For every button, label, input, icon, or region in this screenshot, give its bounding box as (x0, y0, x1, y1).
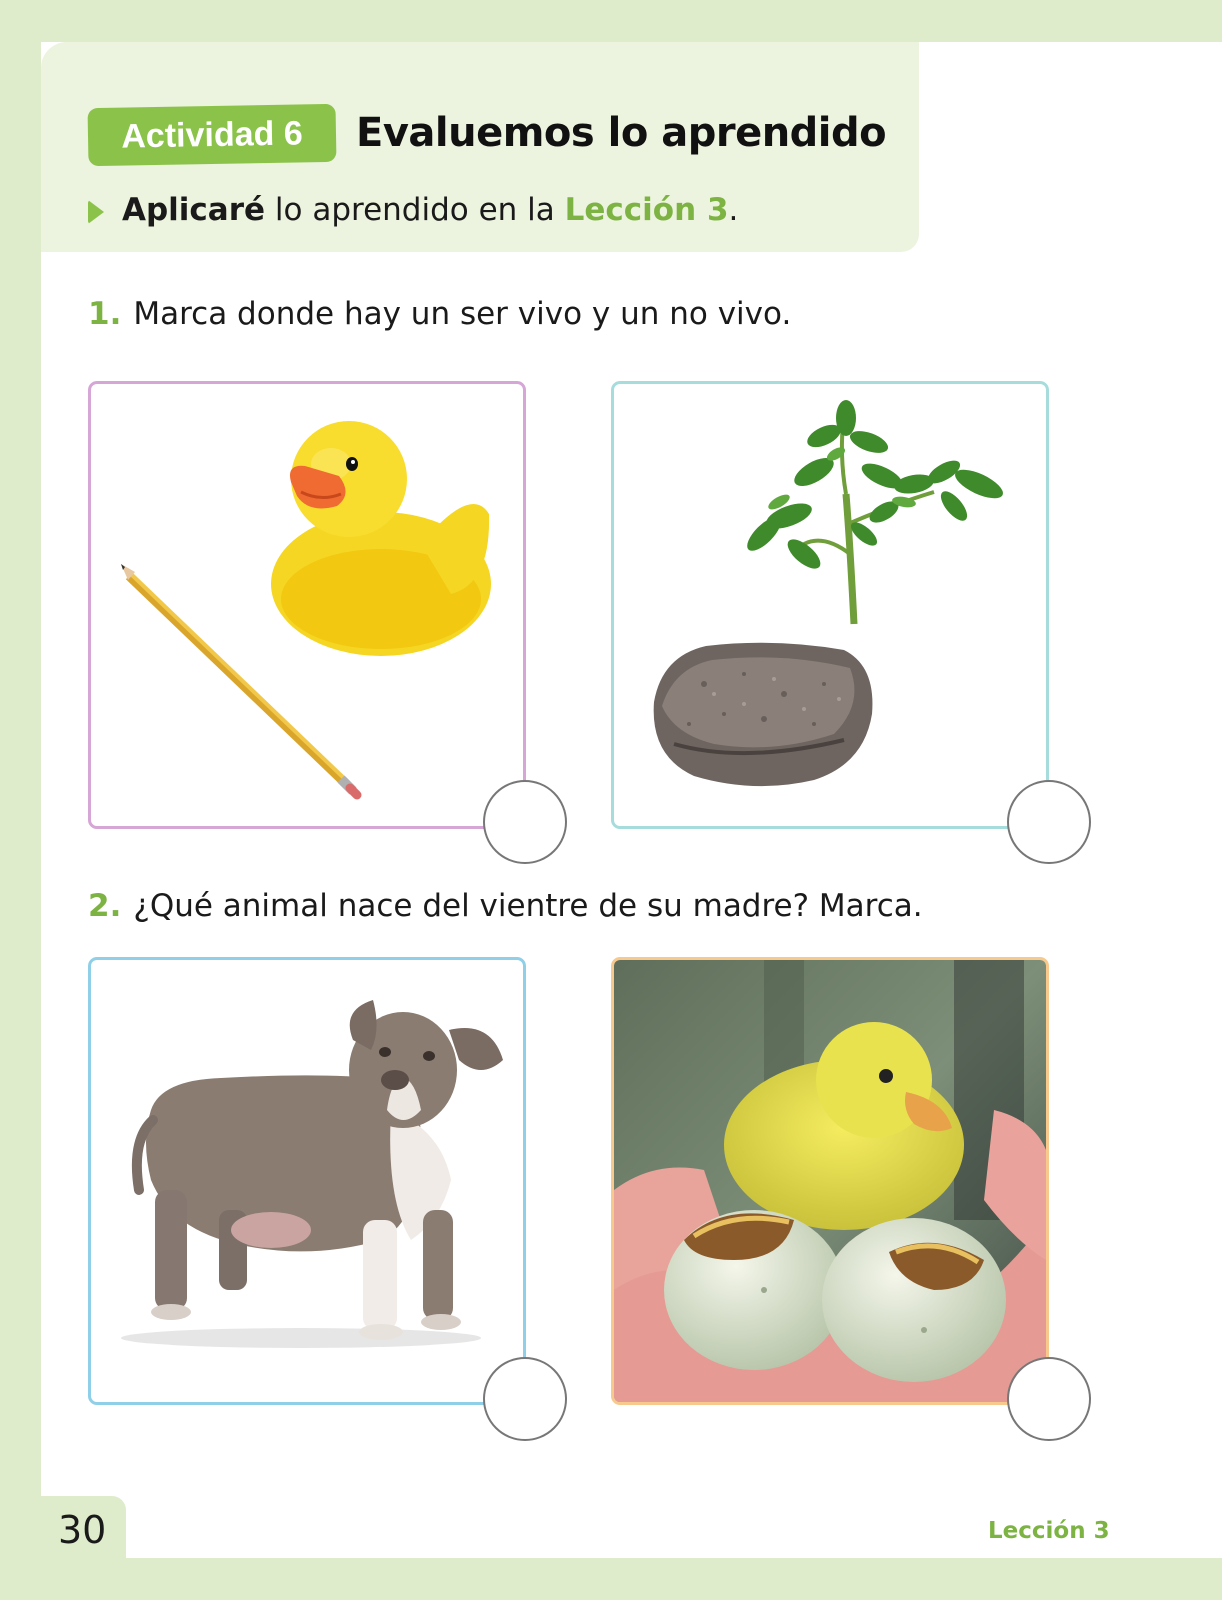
page-number: 30 (58, 1508, 107, 1552)
dog-picture (91, 960, 523, 1402)
duck-and-pencil-picture (91, 384, 523, 826)
activity-badge-label: Actividad 6 (120, 113, 303, 156)
option-card-duck-pencil[interactable] (88, 381, 526, 829)
option-card-duckling[interactable] (611, 957, 1049, 1405)
bottom-strip (0, 1558, 1222, 1600)
plant-and-rock-picture (614, 384, 1046, 826)
activity-title: Evaluemos lo aprendido (356, 110, 887, 156)
duckling-hatching-picture (614, 960, 1046, 1402)
question-2-text: ¿Qué animal nace del vientre de su madre? Marca. (133, 888, 923, 924)
question-1-text: Marca donde hay un ser vivo y un no vivo. (133, 296, 792, 332)
answer-circle-plant-rock[interactable] (1007, 780, 1091, 864)
rubber-duck-picture (271, 421, 491, 656)
objective-text: lo aprendido en la (265, 192, 565, 228)
answer-circle-duckling[interactable] (1007, 1357, 1091, 1441)
objective-end: . (728, 192, 739, 228)
activity-objective (88, 192, 738, 228)
answer-circle-duck-pencil[interactable] (483, 780, 567, 864)
objective-lesson: Lección 3 (564, 192, 729, 228)
option-card-plant-rock[interactable] (611, 381, 1049, 829)
question-1 (88, 296, 791, 332)
activity-badge (88, 104, 337, 166)
plant-picture (742, 400, 1007, 624)
objective-bold: Aplicaré (122, 192, 266, 228)
question-2-number: 2. (88, 888, 122, 924)
answer-circle-dog[interactable] (483, 1357, 567, 1441)
option-card-dog[interactable] (88, 957, 526, 1405)
question-1-number: 1. (88, 296, 122, 332)
arrow-bullet-icon (88, 200, 104, 224)
question-2 (88, 888, 923, 924)
rock-picture (654, 643, 873, 786)
footer-lesson-label: Lección 3 (988, 1518, 1110, 1544)
